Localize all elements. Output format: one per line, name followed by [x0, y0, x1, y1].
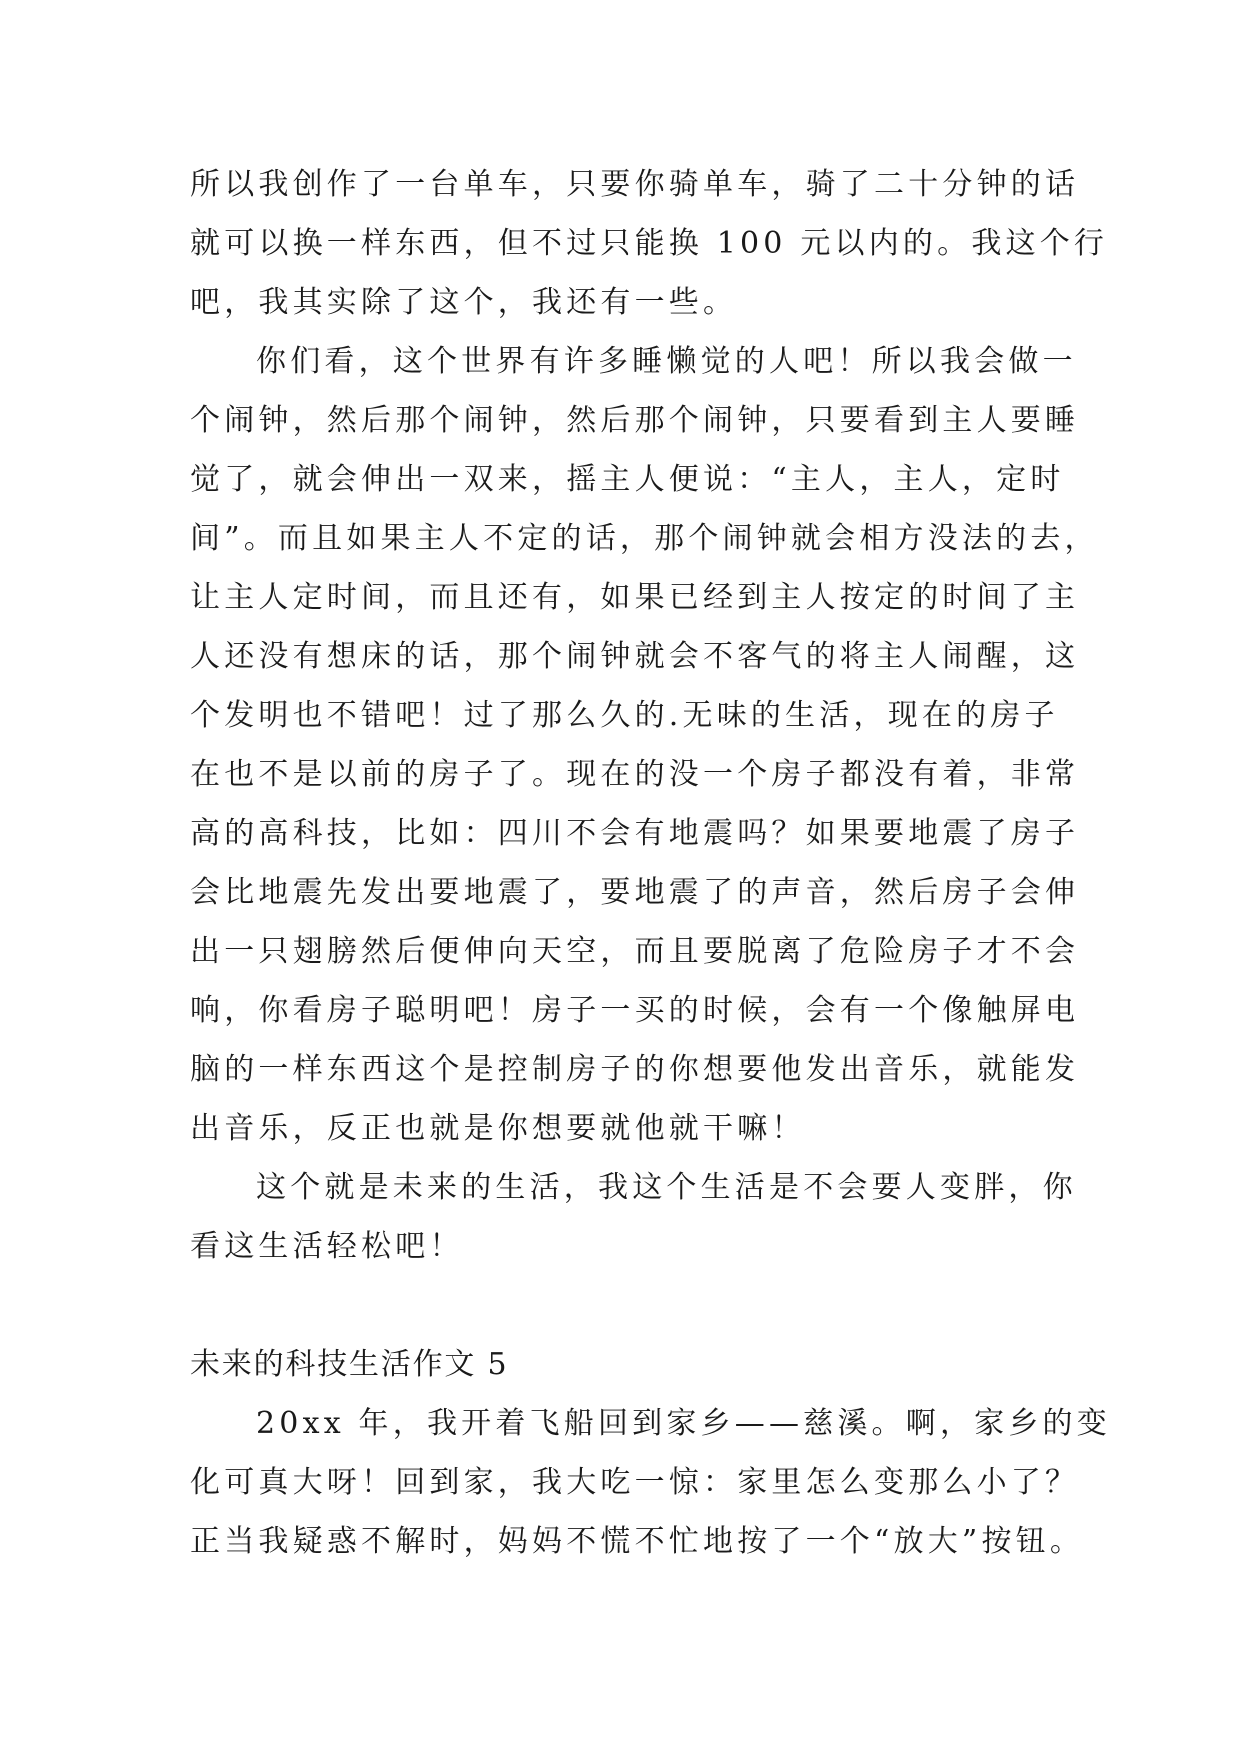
- text-line: 正当我疑惑不解时，妈妈不慌不忙地按了一个“放大”按钮。: [190, 1524, 1085, 1559]
- text-line: 会比地震先发出要地震了，要地震了的声音，然后房子会伸: [190, 875, 1080, 910]
- text-line: 所以我创作了一台单车，只要你骑单车，骑了二十分钟的话: [190, 167, 1080, 202]
- text-line: 高的高科技，比如：四川不会有地震吗？如果要地震了房子: [190, 816, 1080, 851]
- text-line: 吧，我其实除了这个，我还有一些。: [190, 285, 738, 320]
- paragraph-2: [190, 332, 1099, 1158]
- text-line: 出音乐，反正也就是你想要就他就干嘛！: [190, 1111, 806, 1146]
- text-line: 出一只翅膀然后便伸向天空，而且要脱离了危险房子才不会: [190, 934, 1080, 969]
- text-line: 间”。而且如果主人不定的话，那个闹钟就会相方没法的去，: [190, 521, 1099, 556]
- text-line: 在也不是以前的房子了。现在的没一个房子都没有着，非常: [190, 757, 1080, 792]
- text-line: 觉了，就会伸出一双来，摇主人便说：“主人，主人，定时: [190, 462, 1065, 497]
- text-line: 个闹钟，然后那个闹钟，然后那个闹钟，只要看到主人要睡: [190, 403, 1080, 438]
- text-line: 让主人定时间，而且还有，如果已经到主人按定的时间了主: [190, 580, 1080, 615]
- text-line: 你们看，这个世界有许多睡懒觉的人吧！所以我会做一: [256, 344, 1077, 379]
- document-body: [190, 155, 1111, 1571]
- paragraph-3: [190, 1158, 1077, 1276]
- text-line: 看这生活轻松吧！: [190, 1229, 464, 1264]
- text-line: 响，你看房子聪明吧！房子一买的时候，会有一个像触屏电: [190, 993, 1080, 1028]
- text-line: 20xx 年，我开着飞船回到家乡——慈溪。啊，家乡的变: [256, 1406, 1111, 1441]
- text-line: 就可以换一样东西，但不过只能换 100 元以内的。我这个行: [190, 226, 1109, 261]
- text-line: 人还没有想床的话，那个闹钟就会不客气的将主人闹醒，这: [190, 639, 1080, 674]
- paragraph-4: [190, 1394, 1111, 1571]
- text-line: 脑的一样东西这个是控制房子的你想要他发出音乐，就能发: [190, 1052, 1080, 1087]
- section-heading: 未来的科技生活作文 5: [190, 1347, 509, 1382]
- paragraph-1: [190, 155, 1109, 332]
- text-line: 这个就是未来的生活，我这个生活是不会要人变胖，你: [256, 1170, 1077, 1205]
- text-line: 化可真大呀！回到家，我大吃一惊：家里怎么变那么小了？: [190, 1465, 1080, 1500]
- text-line: 个发明也不错吧！过了那么久的.无味的生活，现在的房子: [190, 698, 1059, 733]
